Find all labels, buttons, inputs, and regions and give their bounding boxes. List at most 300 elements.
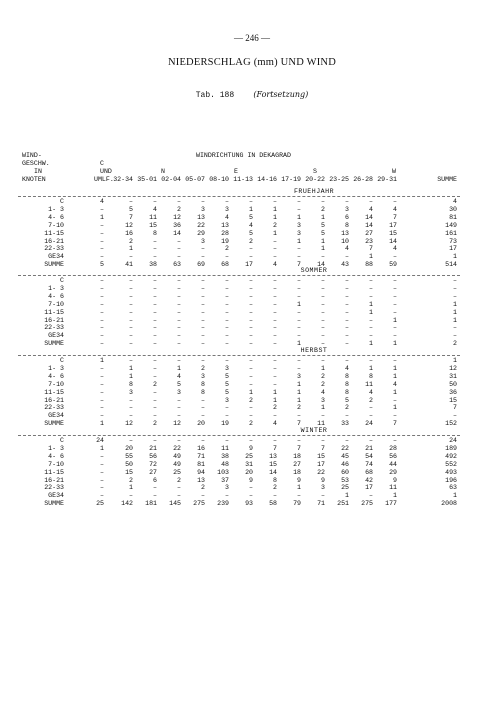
table-cell: – <box>249 324 253 332</box>
column-header: 35-01 <box>137 176 157 183</box>
table-cell: 8 <box>345 388 349 396</box>
table-cell: 4 <box>345 245 349 253</box>
row-label-header: KNOTEN <box>22 176 46 183</box>
row-label: SUMME <box>44 261 64 269</box>
table-cell: 21 <box>149 444 157 452</box>
table-cell: 12 <box>173 420 181 428</box>
row-label-header: WIND- <box>22 152 42 159</box>
table-cell: – <box>100 277 104 284</box>
table-cell: – <box>321 324 325 332</box>
table-cell: – <box>249 340 253 348</box>
season-heading: SOMMER <box>300 267 328 274</box>
table-cell: 4 <box>453 198 457 205</box>
row-label: 7-10 <box>48 221 64 229</box>
table-cell: – <box>129 300 133 308</box>
table-cell: 4 <box>345 364 349 372</box>
table-cell: 27 <box>365 229 373 237</box>
table-cell: 3 <box>297 372 301 380</box>
table-cell: – <box>345 292 349 300</box>
row-label: 1- 3 <box>48 205 64 213</box>
table-cell: – <box>321 316 325 324</box>
table-cell: 1 <box>369 300 373 308</box>
table-cell: – <box>273 284 277 292</box>
table-cell: 1 <box>321 213 325 221</box>
table-cell: – <box>100 300 104 308</box>
table-cell: 1 <box>297 300 301 308</box>
table-cell: 239 <box>217 500 229 508</box>
table-cell: – <box>177 412 181 420</box>
table-cell: – <box>321 292 325 300</box>
table-cell: – <box>129 396 133 404</box>
table-cell: 5 <box>225 388 229 396</box>
table-cell: – <box>100 205 104 213</box>
row-label: 16-21 <box>44 396 64 404</box>
table-cell: 17 <box>449 245 457 253</box>
table-cell: 37 <box>221 476 229 484</box>
table-cell: 8 <box>345 380 349 388</box>
table-cell: 7 <box>297 261 301 269</box>
table-cell: – <box>153 324 157 332</box>
table-cell: – <box>393 324 397 332</box>
table-cell: 50 <box>125 460 133 468</box>
table-cell: – <box>321 198 325 205</box>
table-cell: – <box>369 324 373 332</box>
table-cell: – <box>177 437 181 444</box>
table-cell: – <box>129 253 133 261</box>
table-cell: – <box>249 404 253 412</box>
table-cell: – <box>201 253 205 261</box>
table-cell: 5 <box>249 213 253 221</box>
table-cell: 2 <box>249 237 253 245</box>
table-cell: – <box>297 308 301 316</box>
section-divider <box>18 355 460 356</box>
table-cell: 1 <box>297 340 301 348</box>
table-cell: 5 <box>345 396 349 404</box>
table-cell: – <box>225 412 229 420</box>
table-cell: 1 <box>273 213 277 221</box>
table-cell: – <box>100 452 104 460</box>
table-cell: – <box>273 437 277 444</box>
table-cell: 54 <box>365 452 373 460</box>
table-cell: 59 <box>389 261 397 269</box>
table-cell: – <box>100 229 104 237</box>
table-cell: – <box>393 332 397 340</box>
table-cell: 14 <box>269 468 277 476</box>
table-cell: 3 <box>225 364 229 372</box>
table-cell: – <box>369 277 373 284</box>
table-cell: – <box>153 372 157 380</box>
row-label: 1- 3 <box>48 364 64 372</box>
table-cell: – <box>273 292 277 300</box>
table-cell: – <box>393 277 397 284</box>
table-cell: – <box>345 308 349 316</box>
table-cell: 4 <box>321 388 325 396</box>
table-cell: – <box>297 364 301 372</box>
table-cell: 4 <box>393 205 397 213</box>
table-cell: 8 <box>201 380 205 388</box>
continuation-note: (Fortsetzung) <box>253 90 309 99</box>
row-label: 22-33 <box>44 245 64 253</box>
table-cell: 12 <box>449 364 457 372</box>
table-cell: 9 <box>249 476 253 484</box>
table-cell: 28 <box>221 229 229 237</box>
table-cell: 2 <box>273 221 277 229</box>
table-cell: 5 <box>177 380 181 388</box>
table-cell: 15 <box>125 468 133 476</box>
row-label: 7-10 <box>48 300 64 308</box>
table-cell: 74 <box>365 460 373 468</box>
table-cell: – <box>273 324 277 332</box>
compass-w-label: W <box>392 168 396 175</box>
wind-direction-header: WINDRICHTUNG IN DEKAGRAD <box>196 152 291 159</box>
table-cell: 1 <box>369 340 373 348</box>
table-cell: 4 <box>100 198 104 205</box>
table-cell: 15 <box>149 221 157 229</box>
table-cell: 7 <box>393 213 397 221</box>
table-cell: 2 <box>249 420 253 428</box>
row-label: 11-15 <box>44 308 64 316</box>
table-cell: – <box>153 332 157 340</box>
table-cell: – <box>249 412 253 420</box>
table-cell: 71 <box>197 452 205 460</box>
table-cell: – <box>273 316 277 324</box>
table-cell: 1 <box>453 357 457 364</box>
table-cell: – <box>225 316 229 324</box>
table-cell: 3 <box>129 388 133 396</box>
table-cell: 1 <box>297 380 301 388</box>
table-cell: – <box>225 357 229 364</box>
table-cell: 22 <box>317 468 325 476</box>
table-cell: 8 <box>201 388 205 396</box>
table-cell: – <box>129 284 133 292</box>
table-cell: 103 <box>217 468 229 476</box>
table-cell: – <box>177 292 181 300</box>
table-cell: – <box>225 300 229 308</box>
table-cell: – <box>369 404 373 412</box>
table-cell: 36 <box>173 221 181 229</box>
table-cell: – <box>453 292 457 300</box>
table-cell: – <box>201 308 205 316</box>
table-cell: 3 <box>225 205 229 213</box>
table-cell: – <box>321 437 325 444</box>
table-cell: – <box>273 364 277 372</box>
table-cell: 38 <box>221 452 229 460</box>
table-cell: – <box>201 404 205 412</box>
table-cell: 1 <box>249 388 253 396</box>
row-label-header: IN <box>34 168 42 175</box>
table-cell: 1 <box>273 396 277 404</box>
table-cell: 7 <box>453 404 457 412</box>
table-cell: – <box>177 300 181 308</box>
table-cell: – <box>177 324 181 332</box>
table-cell: 14 <box>317 261 325 269</box>
season-heading: FRUEHJAHR <box>293 188 335 195</box>
table-cell: – <box>369 292 373 300</box>
table-cell: – <box>297 253 301 261</box>
table-cell: 1 <box>100 420 104 428</box>
row-label: 11-15 <box>44 388 64 396</box>
table-cell: 23 <box>365 237 373 245</box>
table-cell: 2 <box>297 404 301 412</box>
table-cell: 9 <box>321 476 325 484</box>
table-cell: 63 <box>173 261 181 269</box>
table-cell: – <box>345 284 349 292</box>
table-cell: – <box>201 284 205 292</box>
row-label: 7-10 <box>48 460 64 468</box>
table-cell: 1 <box>297 237 301 245</box>
table-cell: – <box>153 388 157 396</box>
table-cell: 72 <box>149 460 157 468</box>
table-cell: 20 <box>245 468 253 476</box>
table-cell: – <box>201 324 205 332</box>
table-cell: – <box>129 340 133 348</box>
table-cell: 2 <box>129 476 133 484</box>
row-label: 1- 3 <box>48 284 64 292</box>
table-cell: – <box>345 340 349 348</box>
table-cell: 79 <box>293 500 301 508</box>
table-cell: 1 <box>393 340 397 348</box>
table-cell: 1 <box>393 372 397 380</box>
table-cell: 5 <box>321 229 325 237</box>
table-cell: – <box>297 332 301 340</box>
table-cell: 94 <box>197 468 205 476</box>
table-cell: 2 <box>369 396 373 404</box>
table-cell: 14 <box>173 229 181 237</box>
table-cell: – <box>321 412 325 420</box>
table-cell: 14 <box>389 237 397 245</box>
table-cell: – <box>100 412 104 420</box>
table-cell: 38 <box>149 261 157 269</box>
table-cell: 1 <box>453 492 457 500</box>
table-cell: 275 <box>193 500 205 508</box>
table-cell: 1 <box>369 308 373 316</box>
table-cell: 8 <box>153 229 157 237</box>
table-cell: 12 <box>125 420 133 428</box>
row-label: GE34 <box>48 492 64 500</box>
table-cell: – <box>153 316 157 324</box>
table-cell: – <box>100 380 104 388</box>
row-label: 16-21 <box>44 316 64 324</box>
table-cell: 1 <box>100 357 104 364</box>
table-cell: – <box>153 364 157 372</box>
table-cell: – <box>153 277 157 284</box>
table-cell: 9 <box>297 476 301 484</box>
table-cell: 1 <box>321 245 325 253</box>
table-cell: 11 <box>221 444 229 452</box>
table-cell: – <box>177 484 181 492</box>
table-cell: 8 <box>273 476 277 484</box>
table-cell: – <box>297 412 301 420</box>
row-label: GE34 <box>48 332 64 340</box>
table-cell: 7 <box>129 213 133 221</box>
table-cell: – <box>345 412 349 420</box>
table-cell: 19 <box>221 420 229 428</box>
table-cell: 8 <box>369 372 373 380</box>
table-cell: – <box>100 364 104 372</box>
table-cell: 22 <box>173 444 181 452</box>
season-heading: HERBST <box>300 347 328 354</box>
table-cell: – <box>153 484 157 492</box>
table-cell: – <box>225 292 229 300</box>
table-cell: 7 <box>393 420 397 428</box>
table-cell: 58 <box>269 500 277 508</box>
table-cell: – <box>321 357 325 364</box>
table-cell: – <box>393 412 397 420</box>
table-cell: – <box>153 340 157 348</box>
table-cell: – <box>345 253 349 261</box>
table-cell: – <box>177 332 181 340</box>
table-cell: – <box>297 277 301 284</box>
table-cell: 68 <box>221 261 229 269</box>
table-cell: 3 <box>201 205 205 213</box>
table-cell: – <box>297 198 301 205</box>
table-cell: 4 <box>273 261 277 269</box>
table-cell: – <box>201 316 205 324</box>
table-cell: – <box>153 292 157 300</box>
column-header: 05-07 <box>185 176 205 183</box>
table-cell: 13 <box>197 476 205 484</box>
page-number: — 246 — <box>234 33 270 43</box>
table-cell: – <box>100 324 104 332</box>
table-cell: – <box>393 308 397 316</box>
table-cell: 7 <box>321 444 325 452</box>
table-cell: – <box>100 245 104 253</box>
table-cell: – <box>345 324 349 332</box>
table-cell: 15 <box>389 229 397 237</box>
table-cell: – <box>297 437 301 444</box>
table-cell: 4 <box>273 420 277 428</box>
table-cell: 2 <box>153 380 157 388</box>
table-cell: – <box>100 484 104 492</box>
table-cell: 3 <box>297 221 301 229</box>
row-label: 11-15 <box>44 468 64 476</box>
table-cell: 275 <box>361 500 373 508</box>
table-cell: 24 <box>96 437 104 444</box>
table-cell: – <box>129 437 133 444</box>
table-cell: 2008 <box>441 500 457 508</box>
table-cell: 8 <box>345 372 349 380</box>
table-cell: 56 <box>389 452 397 460</box>
table-cell: 6 <box>153 476 157 484</box>
table-cell: 1 <box>321 237 325 245</box>
table-cell: 1 <box>393 404 397 412</box>
table-cell: 17 <box>317 460 325 468</box>
table-cell: – <box>201 300 205 308</box>
table-cell: 44 <box>389 460 397 468</box>
table-cell: 1 <box>369 253 373 261</box>
table-cell: – <box>345 277 349 284</box>
table-cell: 1 <box>369 364 373 372</box>
table-cell: 12 <box>125 221 133 229</box>
table-cell: 56 <box>149 452 157 460</box>
table-cell: 2 <box>273 484 277 492</box>
table-cell: 149 <box>445 221 457 229</box>
table-cell: – <box>100 292 104 300</box>
table-cell: 493 <box>445 468 457 476</box>
table-cell: 11 <box>389 484 397 492</box>
table-cell: – <box>153 357 157 364</box>
row-label: 4- 6 <box>48 213 64 221</box>
table-cell: 492 <box>445 452 457 460</box>
table-cell: 27 <box>149 468 157 476</box>
table-cell: 45 <box>341 452 349 460</box>
table-cell: 49 <box>173 452 181 460</box>
table-cell: – <box>273 245 277 253</box>
table-cell: – <box>321 332 325 340</box>
row-label: 22-33 <box>44 324 64 332</box>
table-cell: – <box>225 404 229 412</box>
table-cell: 8 <box>345 221 349 229</box>
table-cell: – <box>225 277 229 284</box>
table-cell: 6 <box>345 213 349 221</box>
row-label: C <box>60 198 64 205</box>
row-label: 4- 6 <box>48 452 64 460</box>
table-cell: – <box>100 332 104 340</box>
table-cell: 17 <box>389 221 397 229</box>
table-cell: 81 <box>197 460 205 468</box>
table-cell: 36 <box>449 388 457 396</box>
table-cell: 88 <box>365 261 373 269</box>
table-cell: 4 <box>369 388 373 396</box>
row-label: 22-33 <box>44 404 64 412</box>
table-cell: – <box>249 357 253 364</box>
table-cell: 145 <box>169 500 181 508</box>
table-cell: – <box>321 308 325 316</box>
row-label: C <box>60 357 64 364</box>
table-cell: 9 <box>393 476 397 484</box>
table-cell: – <box>453 412 457 420</box>
table-cell: 4 <box>249 221 253 229</box>
table-cell: 7 <box>273 444 277 452</box>
table-cell: 1 <box>393 316 397 324</box>
table-cell: – <box>249 316 253 324</box>
table-cell: 2 <box>177 205 181 213</box>
table-cell: 2 <box>345 404 349 412</box>
table-cell: – <box>100 476 104 484</box>
table-cell: 71 <box>317 500 325 508</box>
table-number: Tab. 188 <box>195 91 235 100</box>
table-cell: 1 <box>129 372 133 380</box>
table-cell: – <box>129 277 133 284</box>
table-cell: – <box>321 253 325 261</box>
table-cell: 4 <box>369 205 373 213</box>
compass-s-label: S <box>313 168 317 175</box>
table-cell: 2 <box>273 404 277 412</box>
table-cell: 33 <box>341 420 349 428</box>
table-cell: 13 <box>341 229 349 237</box>
table-cell: – <box>453 284 457 292</box>
table-cell: – <box>201 340 205 348</box>
row-label: SUMME <box>44 500 64 508</box>
table-cell: 63 <box>449 484 457 492</box>
table-cell: – <box>369 316 373 324</box>
table-cell: – <box>177 308 181 316</box>
table-cell: 189 <box>445 444 457 452</box>
table-cell: – <box>225 437 229 444</box>
table-cell: 3 <box>345 205 349 213</box>
table-cell: – <box>153 284 157 292</box>
table-cell: – <box>100 340 104 348</box>
table-cell: 1 <box>100 444 104 452</box>
table-cell: 1 <box>393 364 397 372</box>
column-header: 08-10 <box>209 176 229 183</box>
table-cell: – <box>225 284 229 292</box>
table-cell: 15 <box>317 452 325 460</box>
page-title: NIEDERSCHLAG (mm) UND WIND <box>167 57 337 68</box>
column-header: 29-31 <box>377 176 397 183</box>
table-cell: – <box>100 284 104 292</box>
season-heading: WINTER <box>300 427 328 434</box>
